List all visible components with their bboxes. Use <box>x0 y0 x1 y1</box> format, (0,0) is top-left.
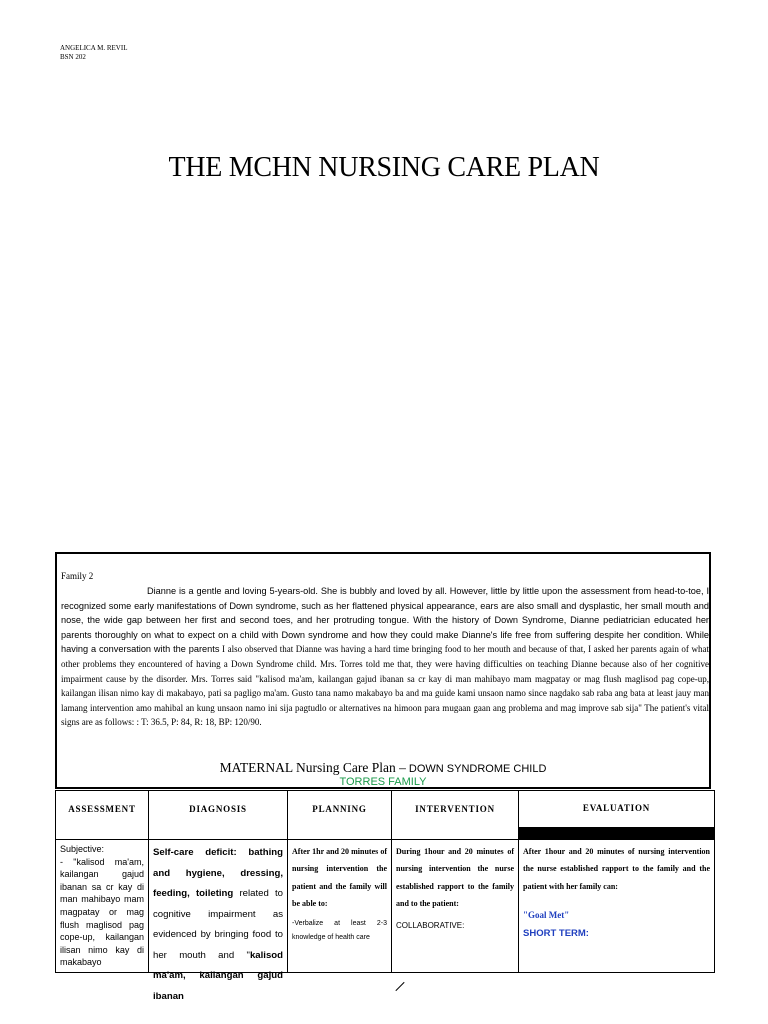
header-intervention: INTERVENTION <box>392 791 519 840</box>
intervention-text: During 1hour and 20 minutes of nursing intervention the nurse established rapport to the family and to the patient: <box>396 847 514 909</box>
evaluation-text: After 1hour and 20 minutes of nursing intervention the nurse established rapport to the family and the patient with her family can: <box>523 847 710 891</box>
assessment-text: - "kalisod ma'am, kailangan gajud ibanan sa cr kay di man mahibayo mam magpatay or mag flush maglisod pag cope-up, kailangan ilisan nimo kay di makabayo <box>60 856 144 968</box>
assessment-label: Subjective: <box>60 844 105 854</box>
goal-met-label: "Goal Met" <box>523 910 570 921</box>
header-diagnosis: DIAGNOSIS <box>149 791 288 840</box>
table-row <box>56 840 715 973</box>
header-planning: PLANNING <box>288 791 392 840</box>
family-case-box <box>55 552 711 789</box>
planning-cell <box>288 840 392 973</box>
pen-mark <box>395 982 404 991</box>
short-term-label: SHORT TERM: <box>523 927 589 939</box>
care-plan-title-main: MATERNAL Nursing Care Plan – <box>219 760 406 775</box>
diagnosis-bold: Self-care deficit: bathing and hygiene, dressing, feeding, toileting <box>153 847 283 899</box>
narrative-sans-part: Dianne is a gentle and loving 5-years-old. She is bubbly and loved by all. However, little by little upon the assessment from head-to-toe, I recognized some early manifestations of Down syndrome, such as her flattened physical appearance, ears are also small and dysplastic, her small mouth and nose, the wide gap between her first and second toes, and her protruding tongue. With the history of Down Syndrome, Dianne pediatrician educated her parents thoroughly on what to expect on a child with Down syndrome and how they could make Dianne's life free from suffering despite her condition. While having a conversation with the parents <box>61 586 709 655</box>
table-header-row <box>56 791 715 840</box>
family-narrative <box>61 584 709 730</box>
care-plan-title <box>57 760 709 776</box>
intervention-item: COLLABORATIVE: <box>396 920 465 930</box>
care-plan-title-small: DOWN SYNDROME CHILD <box>405 763 547 775</box>
care-plan-subtitle: TORRES FAMILY <box>339 776 427 788</box>
author-section: BSN 202 <box>60 53 86 61</box>
care-plan-table <box>55 790 715 1002</box>
diagnosis-normal: related to cognitive impairment as evidenced by bringing food to her mouth and " <box>153 888 283 961</box>
intervention-cell <box>392 840 519 973</box>
planning-item: -Verbalize at least 2-3 knowledge of health care <box>292 919 387 941</box>
planning-text: After 1hr and 20 minutes of nursing intervention the patient and the family will be able to: <box>292 847 387 909</box>
document-title: THE MCHN NURSING CARE PLAN <box>168 152 600 183</box>
author-block <box>60 44 127 62</box>
evaluation-cell <box>519 840 715 973</box>
narrative-serif-part: I also observed that Dianne was having a hard time bringing food to her mouth and because of that, I asked her parents again of what other problems they encountered of having a Down Syndrome child. Mrs. Torres told me that, they were having difficulties on teaching Dianne because also of her cognitive impairment cause by the disorder. Mrs. Torres said "kalisod ma'am, kailangan gajud ibanan sa cr kay di man mahibayo mam magpatay or mag flush maglisod pag cope-up, kailangan ilisan nimo kay di makabayo, pati sa pagligo ma'am. Gusto tana namo makabayo ba and ma guide kami unsaon namo since nagdako sab raba ang bata at least jauy man lamang intervention amo mahibal an kung unsaon namo ini sija pagtudlo or alternatives na himoon para mugaan gaan ang problema and mag improve sab sija" The patient's vital signs are as follows: : T: 36.5, P: 84, R: 18, BP: 120/90. <box>61 644 709 728</box>
author-name: ANGELICA M. REVIL <box>60 44 128 52</box>
evaluation-header-bar <box>519 827 714 839</box>
diagnosis-cell <box>149 840 288 1002</box>
assessment-cell <box>56 840 149 973</box>
header-assessment: ASSESSMENT <box>56 791 149 840</box>
diagnosis-bold-tail: kalisod ma'am, kailangan gajud ibanan <box>153 949 283 1002</box>
family-label: Family 2 <box>61 571 94 581</box>
header-evaluation: EVALUATION <box>519 791 715 840</box>
